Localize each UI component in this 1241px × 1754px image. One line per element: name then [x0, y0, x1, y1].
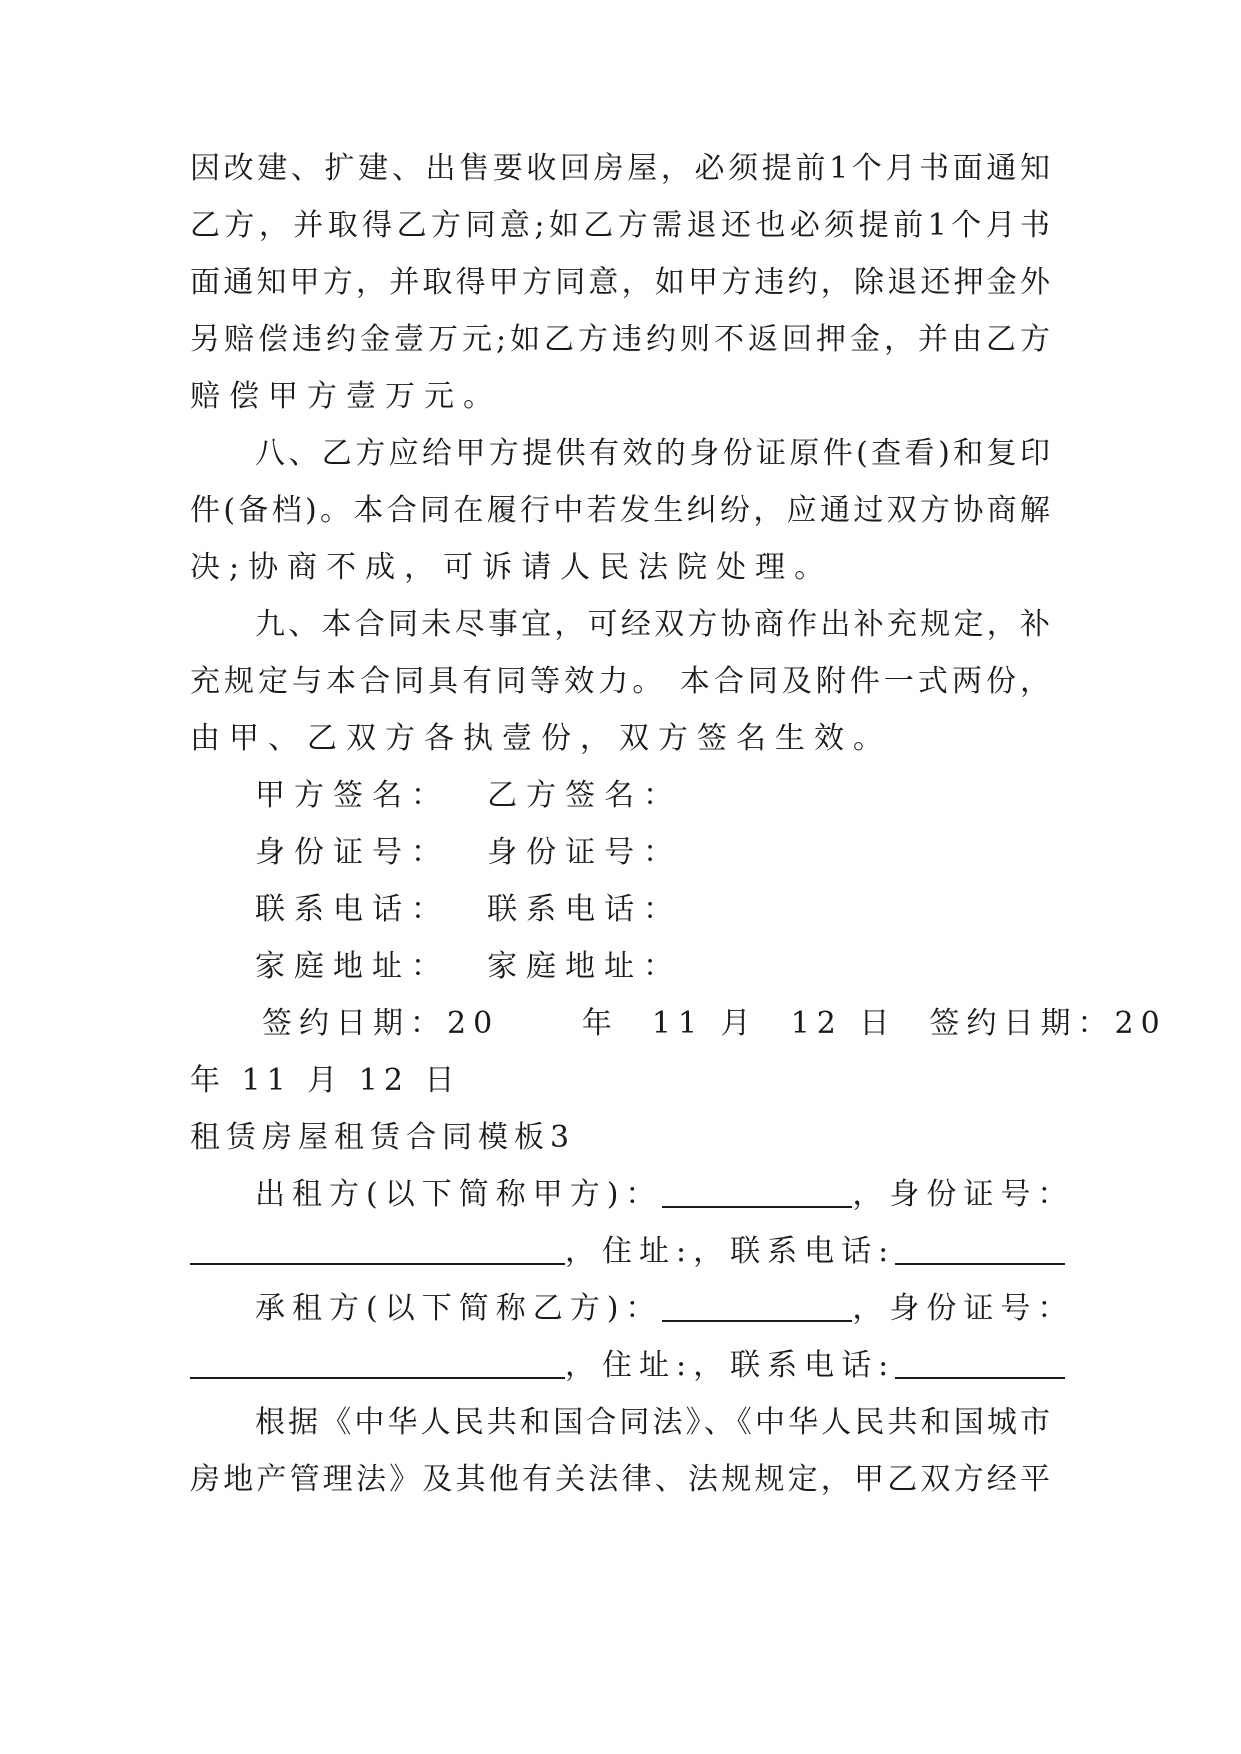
paragraph-line: 因改建、扩建、出售要收回房屋，必须提前1个月书面通知: [190, 151, 1050, 186]
lessee-line: [255, 1286, 1075, 1332]
lessor-name-blank: [662, 1176, 852, 1208]
address-line: 家庭地址： 家庭地址：: [255, 949, 683, 984]
paragraph-line: 赔偿甲方壹万元。: [190, 379, 502, 414]
lessee-label: 承租方(以下简称乙方)：: [255, 1291, 663, 1326]
lessee-phone-blank: [895, 1347, 1065, 1379]
lessee-id-label: ，身份证号：: [852, 1291, 1075, 1326]
clause-nine-line: 九、本合同未尽事宜，可经双方协商作出补充规定，补: [255, 607, 1050, 642]
lessee-address-line: [190, 1343, 1050, 1389]
paragraph-line: 乙方，并取得乙方同意;如乙方需退还也必须提前1个月书: [190, 208, 1050, 243]
lessee-id-blank: [190, 1347, 565, 1379]
lessor-phone-blank: [895, 1233, 1065, 1265]
lessor-id-blank: [190, 1233, 565, 1265]
lessor-address-label: ，住址:，联系电话:: [565, 1234, 896, 1269]
paragraph-line: 由甲、乙双方各执壹份，双方签名生效。: [190, 721, 892, 756]
clause-eight-line: 八、乙方应给甲方提供有效的身份证原件(查看)和复印: [255, 436, 1050, 471]
closing-line: 根据《中华人民共和国合同法》、《中华人民共和国城市: [255, 1405, 1050, 1440]
paragraph-line: 另赔偿违约金壹万元;如乙方违约则不返回押金，并由乙方: [190, 322, 1050, 357]
paragraph-line: 面通知甲方，并取得甲方同意，如甲方违约，除退还押金外: [190, 265, 1050, 300]
paragraph-line: 决;协商不成，可诉请人民法院处理。: [190, 550, 834, 585]
closing-line: 房地产管理法》及其他有关法律、法规规定，甲乙双方经平: [190, 1462, 1050, 1497]
lessee-name-blank: [662, 1290, 852, 1322]
phone-line: 联系电话： 联系电话：: [255, 892, 683, 927]
sign-date-line: 签约日期：20 年 11 月 12 日 签约日期：20: [262, 1006, 1167, 1041]
lessor-address-line: [190, 1229, 1050, 1275]
section-title: 租赁房屋租赁合同模板3: [190, 1120, 576, 1155]
lessor-id-label: ，身份证号：: [852, 1177, 1075, 1212]
paragraph-line: 充规定与本合同具有同等效力。 本合同及附件一式两份，: [190, 664, 1050, 699]
lessor-label: 出租方(以下简称甲方)：: [255, 1177, 663, 1212]
sign-date-continued: 年 11 月 12 日: [190, 1063, 461, 1098]
paragraph-line: 件(备档)。本合同在履行中若发生纠纷，应通过双方协商解: [190, 493, 1050, 528]
lessor-line: [255, 1172, 1075, 1218]
signature-line: 甲方签名： 乙方签名：: [255, 778, 683, 813]
id-number-line: 身份证号： 身份证号：: [255, 835, 683, 870]
lessee-address-label: ，住址:，联系电话:: [565, 1348, 896, 1383]
